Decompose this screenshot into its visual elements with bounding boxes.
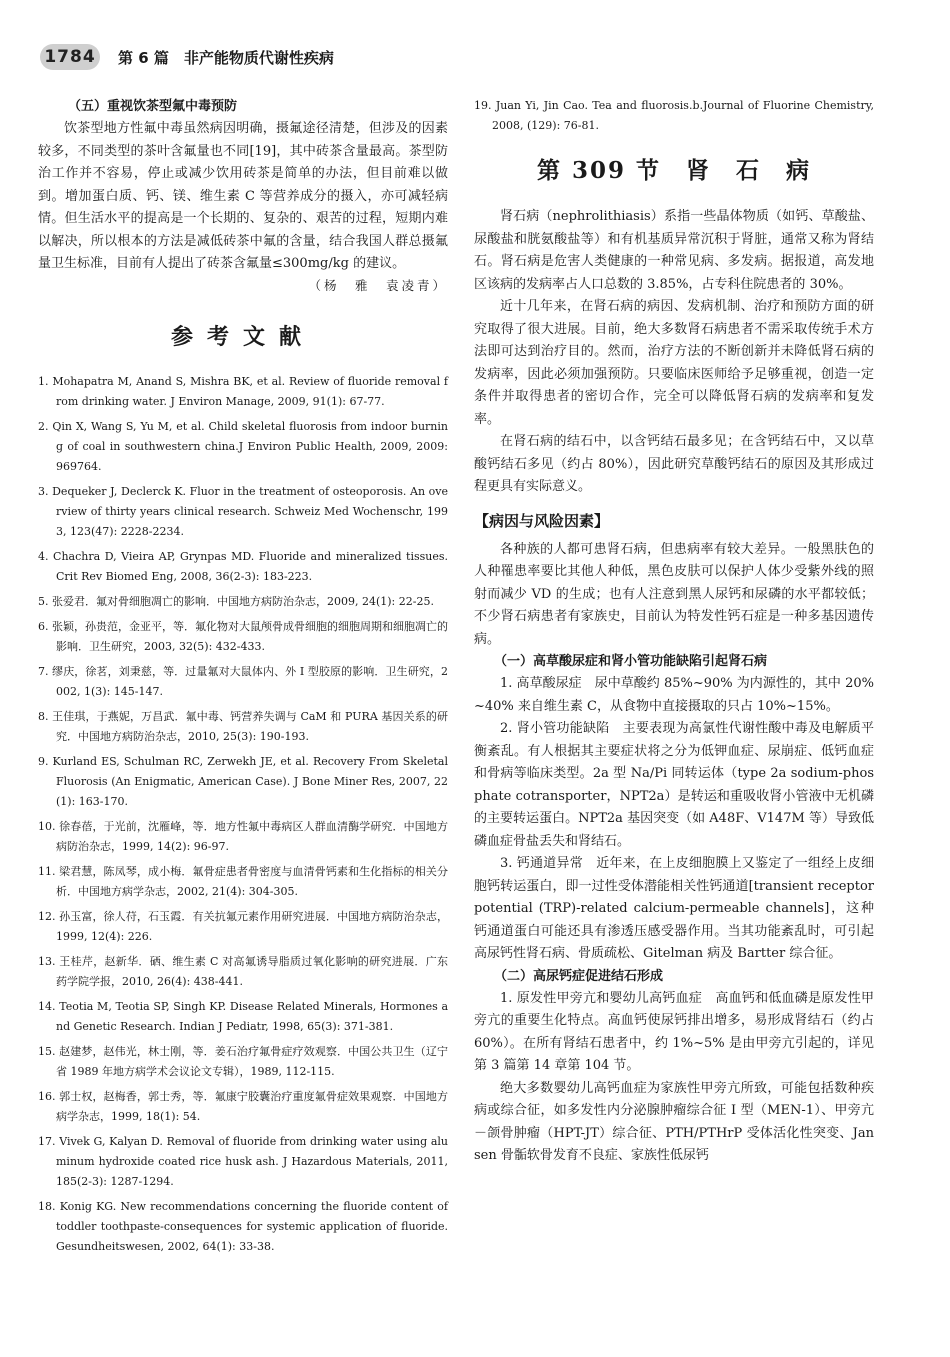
- reference-item: 1. Mohapatra M, Anand S, Mishra BK, et al. Review of fluoride removal from drinking water. J Environ Manage, 2009, 91(1): 67-77.: [38, 374, 448, 408]
- authors: （杨 雅 袁凌青）: [308, 277, 448, 293]
- page-number-badge: 1784: [40, 44, 100, 70]
- reference-list: [38, 372, 448, 1257]
- reference-item: 9. Kurland ES, Schulman RC, Zerwekh JE, et al. Recovery From Skeletal Fluorosis (An Enigmatic, American Case). J Bone Miner Res, 2007, 22(1): 163-170.: [38, 754, 448, 808]
- reference-item: 14. Teotia M, Teotia SP, Singh KP. Disease Related Minerals, Hormones and Genetic Research. Indian J Pediatr, 1998, 65(3): 371-381.: [38, 999, 448, 1033]
- reference-item: 13. 王桂芹，赵新华．硒、维生素 C 对高氟诱导脂质过氧化影响的研究进展．广东药学院学报，2010, 26(4): 438-441.: [38, 954, 448, 988]
- part-title: 第 6 篇 非产能物质代谢性疾病: [118, 49, 334, 67]
- subsection-heading-hypercalciuria: （二）高尿钙症促进结石形成: [494, 968, 664, 984]
- reference-item: 10. 徐春蓓，于光前，沈雁峰，等．地方性氟中毒病区人群血清酶学研究．中国地方病防治杂志，1999, 14(2): 96-97.: [38, 819, 448, 853]
- subsection-paragraph: 3. 钙通道异常 近年来，在上皮细胞膜上又鉴定了一组经上皮细胞钙转运蛋白，即一过性受体潜能相关性钙通道[transient receptor potential (TRP)-related calcium-permeable channels]，这种钙通道蛋白可能还具有渗透压感受器作用。当其功能紊乱时，可引起高尿钙性肾石病、骨质疏松、Gitelman 病及 Bartter 综合征。: [474, 856, 874, 961]
- reference-item: 2. Qin X, Wang S, Yu M, et al. Child skeletal fluorosis from indoor burning of coal in southwestern china.J Environ Public Health, 2009, 2009: 969764.: [38, 419, 448, 473]
- reference-item-19: 19. Juan Yi, Jin Cao. Tea and fluorosis.b.Journal of Fluorine Chemistry, 2008, (129): 76-81.: [474, 99, 874, 132]
- reference-item: 15. 赵建梦，赵伟光，林士刚，等．姜石治疗氟骨症疗效观察．中国公共卫生（辽宁省 1989 年地方病学术会议论文专辑），1989, 112-115.: [38, 1044, 448, 1078]
- reference-item: 6. 张颖，孙贵范，金亚平，等．氟化物对大鼠颅骨成骨细胞的细胞周期和细胞凋亡的影响．卫生研究，2003, 32(5): 432-433.: [38, 619, 448, 653]
- reference-item: 5. 张爱君．氟对骨细胞凋亡的影响．中国地方病防治杂志，2009, 24(1): 22-25.: [38, 594, 434, 608]
- section-title-nephrolithiasis: 第 309 节 肾 石 病: [536, 157, 812, 184]
- reference-item: 3. Dequeker J, Declerck K. Fluor in the treatment of osteoporosis. An overview of thirty years clinical research. Schweiz Med Wochenschr, 1993, 123(47): 2228-2234.: [38, 484, 448, 538]
- intro-paragraph: 在肾石病的结石中，以含钙结石最多见；在含钙结石中，又以草酸钙结石多见（约占 80%），因此研究草酸钙结石的原因及其形成过程更具有实际意义。: [474, 434, 874, 494]
- subsection-paragraph: 1. 高草酸尿症 尿中草酸约 85%~90% 为内源性的，其中 20%~40% 来自维生素 C，从食物中直接摄取的只占 10%~15%。: [474, 676, 874, 714]
- subsection-paragraph: 1. 原发性甲旁亢和婴幼儿高钙血症 高血钙和低血磷是原发性甲旁亢的重要生化特点。高血钙使尿钙排出增多，易形成肾结石（约占 60%）。在所有肾结石患者中，约 1%~5% 是由甲旁亢引起的，详见第 3 篇第 14 章第 104 节。: [474, 990, 874, 1073]
- right-column: [474, 96, 874, 1168]
- subsection-paragraph: 绝大多数婴幼儿高钙血症为家族性甲旁亢所致，可能包括数种疾病或综合征，如多发性内分泌腺肿瘤综合征 I 型（MEN-1）、甲旁亢－颌骨肿瘤（HPT-JT）综合征、PTH/PTHrP 受体活化性突变、Jansen 骨骺软骨发育不良症、家族性低尿钙: [474, 1080, 874, 1163]
- reference-item: 12. 孙玉富，徐人苻，石玉霞．有关抗氟元素作用研究进展．中国地方病防治杂志，1999, 12(4): 226.: [38, 909, 448, 943]
- subsection-paragraph: 2. 肾小管功能缺陷 主要表现为高氯性代谢性酸中毒及电解质平衡紊乱。有人根据其主要症状将之分为低钾血症、尿崩症、低钙血症和骨病等临床类型。2a 型 Na/Pi 同转运体（type 2a sodium-phosphate cotransporter，NPT2a）是转运和重吸收肾小管液中无机磷的主要转运蛋白。NPT2a 基因突变（如 A48F、V147M 等）导致低磷血症骨盐丢失和肾结石。: [474, 721, 874, 849]
- reference-item: 18. Konig KG. New recommendations concerning the fluoride content of toddler toothpaste-consequences for systemic application of fluoride. Gesundheitswesen, 2002, 64(1): 33-38.: [38, 1199, 448, 1253]
- tea-fluorosis-paragraph: 饮茶型地方性氟中毒虽然病因明确，摄氟途径清楚，但涉及的因素较多，不同类型的茶叶含氟量也不同[19]，其中砖茶含量最高。茶型防治工作并不容易，停止或减少饮用砖茶是简单的办法，但目前难以做到。增加蛋白质、钙、镁、维生素 C 等营养成分的摄入，亦可减轻病情。但生活水平的提高是一个长期的、复杂的、艰苦的过程，短期内难以解决，所以根本的方法是减低砖茶中氟的含量，结合我国人群总摄氟量卫生标准，目前有人提出了砖茶含氟量≤300mg/kg 的建议。: [38, 121, 448, 271]
- intro-paragraph: 肾石病（nephrolithiasis）系指一些晶体物质（如钙、草酸盐、尿酸盐和胱氨酸盐等）和有机基质异常沉积于肾脏，通常又称为肾结石。肾石病是危害人类健康的一种常见病、多发病。据报道，高发地区该病的发病率占人口总数的 3.85%，占专科住院患者的 30%。: [474, 209, 874, 292]
- references-title: 参考文献: [170, 323, 315, 350]
- reference-item: 11. 梁君慧，陈凤琴，成小梅．氟骨症患者骨密度与血清骨钙素和生化指标的相关分析．中国地方病学杂志，2002, 21(4): 304-305.: [38, 864, 448, 898]
- reference-item: 7. 缪庆，徐茗，刘秉慈，等．过量氟对大鼠体内、外 I 型胶原的影响．卫生研究，2002, 1(3): 145-147.: [38, 664, 448, 698]
- subsection-heading-hyperoxaluria: （一）高草酸尿症和肾小管功能缺陷引起肾石病: [494, 654, 768, 669]
- etiology-heading: 【病因与风险因素】: [474, 511, 610, 530]
- reference-item: 4. Chachra D, Vieira AP, Grynpas MD. Fluoride and mineralized tissues. Crit Rev Biomed Eng, 2008, 36(2-3): 183-223.: [38, 549, 448, 583]
- intro-paragraph: 近十几年来，在肾石病的病因、发病机制、治疗和预防方面的研究取得了很大进展。目前，绝大多数肾石病患者不需采取传统手术方法即可达到治疗目的。然而，治疗方法的不断创新并未降低肾石病的发病率，因此必须加强预防。只要临床医师给予足够重视，创造一定条件并取得患者的密切合作，完全可以降低肾石病的发病率和复发率。: [474, 299, 874, 427]
- etiology-paragraph: 各种族的人都可患肾石病，但患病率有较大差异。一般黑肤色的人种罹患率要比其他人种低，黑色皮肤可以保护人体少受紫外线的照射而减少 VD 的生成；也有人注意到黑人尿钙和尿磷的水平都较低；不少肾石病患者有家族史，目前认为特发性钙石症是一种多基因遗传病。: [474, 541, 874, 647]
- reference-item: 8. 王佳琪，于燕妮，万昌武．氟中毒、钙营养失调与 CaM 和 PURA 基因关系的研究．中国地方病防治杂志，2010, 25(3): 190-193.: [38, 709, 448, 743]
- reference-item: 17. Vivek G, Kalyan D. Removal of fluoride from drinking water using aluminum hydroxide coated rice husk ash. J Hazardous Materials, 2011, 185(2-3): 1287-1294.: [38, 1134, 448, 1188]
- page-header: [40, 44, 920, 74]
- left-column: [38, 96, 448, 1262]
- section-heading-tea-fluorosis: （五）重视饮茶型氟中毒预防: [68, 99, 238, 114]
- reference-item: 16. 郭士权，赵梅香，郭士秀，等．氟康宁胶囊治疗重度氟骨症效果观察．中国地方病学杂志，1999, 18(1): 54.: [38, 1089, 448, 1123]
